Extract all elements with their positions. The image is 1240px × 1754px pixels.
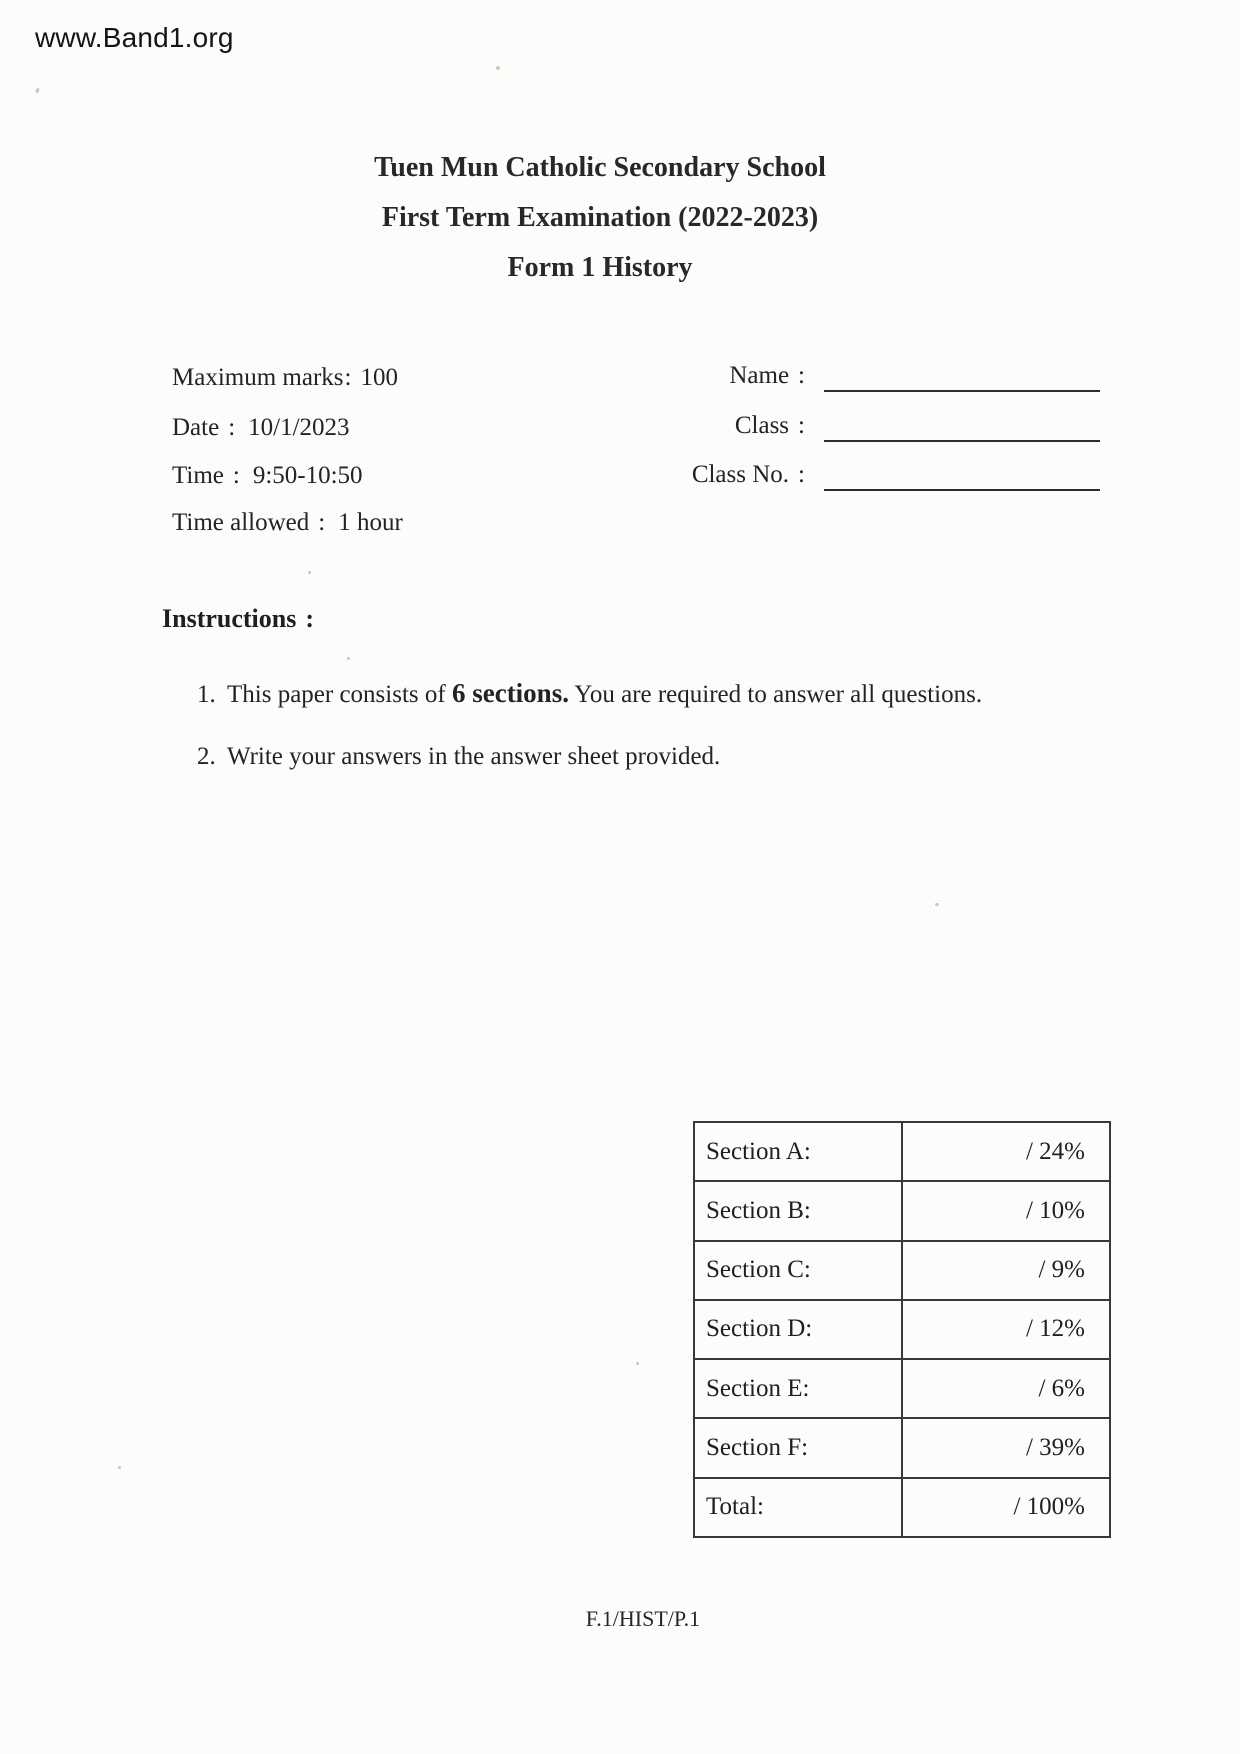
time-allowed-label: Time allowed <box>172 509 310 536</box>
table-row <box>694 1418 1110 1477</box>
class-no-separator: : <box>798 461 805 488</box>
time-allowed-value: 1 hour <box>338 509 403 536</box>
section-a-label-cell: Section A: <box>694 1122 902 1181</box>
time-value: 9:50-10:50 <box>252 462 363 489</box>
table-row <box>694 1359 1110 1418</box>
date-separator: : <box>228 414 236 441</box>
info-row-date <box>172 414 350 444</box>
time-separator: : <box>232 462 240 489</box>
section-c-value-cell: / 9% <box>902 1241 1110 1300</box>
scan-artifact <box>308 571 311 574</box>
scan-artifact <box>35 88 40 94</box>
instruction-1-text-pre: This paper consists of <box>227 681 452 708</box>
scan-artifact <box>636 1362 639 1365</box>
class-separator: : <box>798 412 805 439</box>
time-allowed-separator: : <box>318 509 326 536</box>
section-c-label-cell: Section C: <box>694 1241 902 1300</box>
maximum-marks-value: 100 <box>360 364 398 391</box>
instruction-item-1 <box>197 678 1077 710</box>
name-label: Name : <box>729 362 805 389</box>
section-e-label-cell: Section E: <box>694 1359 902 1418</box>
section-e-value-cell: / 6% <box>902 1359 1110 1418</box>
exam-title: First Term Examination (2022-2023) <box>381 202 819 233</box>
section-d-label-cell: Section D: <box>694 1300 902 1359</box>
total-value-cell: / 100% <box>902 1478 1110 1537</box>
scan-artifact <box>118 1466 121 1469</box>
section-b-value-cell: / 10% <box>902 1181 1110 1240</box>
info-row-time <box>172 462 363 492</box>
instruction-2-text-pre: Write your answers in the answer sheet provided. <box>227 743 721 770</box>
instruction-1-text-post: You are required to answer all questions. <box>568 681 983 708</box>
instruction-item-2 <box>197 740 1077 772</box>
class-label: Class : <box>734 412 805 439</box>
instruction-2-number: 2. <box>197 743 216 770</box>
table-row <box>694 1300 1110 1359</box>
instructions-separator: : <box>305 604 315 633</box>
subject-title: Form 1 History <box>507 252 693 283</box>
table-row <box>694 1478 1110 1537</box>
section-f-value-cell: / 39% <box>902 1418 1110 1477</box>
maximum-marks-separator: : <box>344 364 352 391</box>
info-row-time-allowed <box>172 509 403 539</box>
date-value: 10/1/2023 <box>248 414 350 441</box>
date-label: Date <box>172 414 220 441</box>
instruction-1-text-bold: 6 sections. <box>451 678 569 708</box>
class-no-label: Class No. : <box>691 461 805 488</box>
section-b-label-cell: Section B: <box>694 1181 902 1240</box>
instructions-heading: Instructions : <box>162 604 315 633</box>
table-row <box>694 1122 1110 1181</box>
section-a-value-cell: / 24% <box>902 1122 1110 1181</box>
title-block <box>0 150 1200 300</box>
site-watermark: www.Band1.org <box>35 22 234 53</box>
scan-artifact <box>347 657 350 660</box>
score-table <box>693 1121 1111 1538</box>
scan-artifact <box>935 903 939 906</box>
scan-artifact <box>496 66 500 70</box>
table-row <box>694 1181 1110 1240</box>
time-label: Time <box>172 462 224 489</box>
section-f-label-cell: Section F: <box>694 1418 902 1477</box>
page-footer: F.1/HIST/P.1 <box>585 1606 701 1631</box>
total-label-cell: Total: <box>694 1478 902 1537</box>
info-row-maximum-marks <box>172 364 398 394</box>
class-no-blank-line <box>824 461 1100 491</box>
name-separator: : <box>798 362 805 389</box>
school-name: Tuen Mun Catholic Secondary School <box>374 152 826 183</box>
section-d-value-cell: / 12% <box>902 1300 1110 1359</box>
maximum-marks-label: Maximum marks <box>172 364 344 391</box>
name-blank-line <box>824 362 1100 392</box>
class-blank-line <box>824 412 1100 442</box>
instruction-1-number: 1. <box>197 681 216 708</box>
table-row <box>694 1241 1110 1300</box>
